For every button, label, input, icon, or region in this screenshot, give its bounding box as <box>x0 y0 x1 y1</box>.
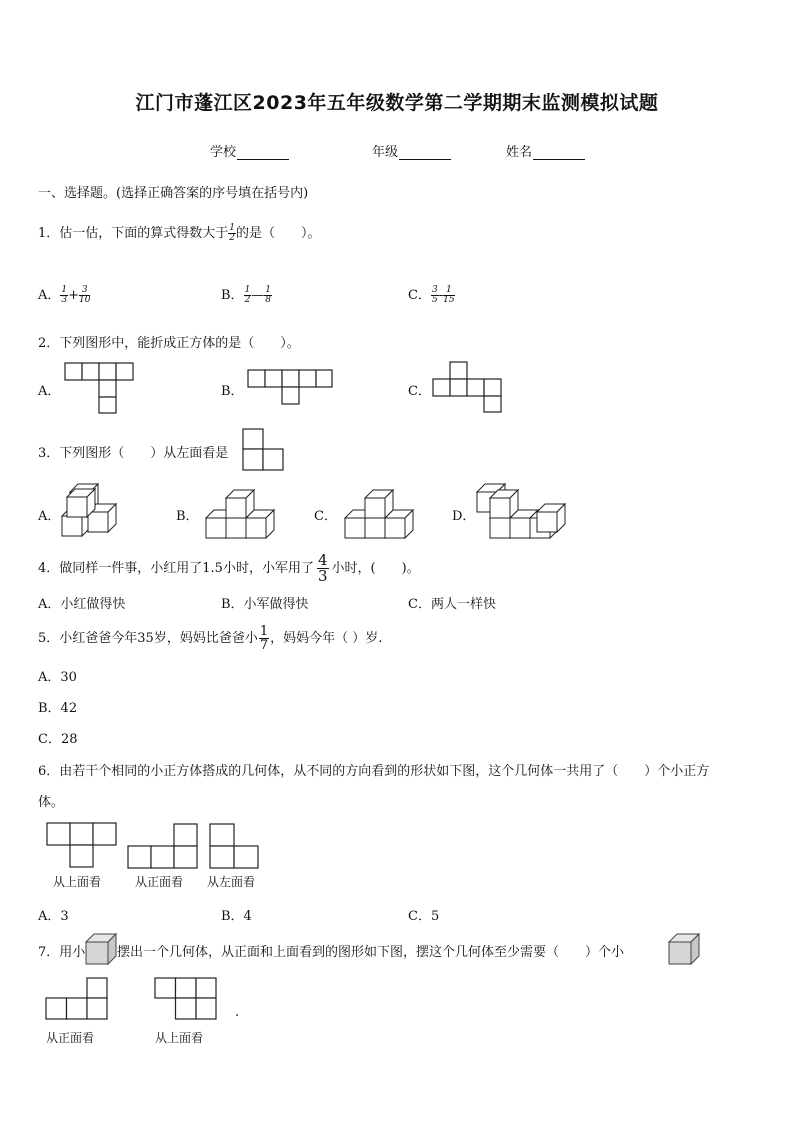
q6-caption-left: 从左面看 <box>207 875 256 889</box>
q3-solid-figures <box>0 0 794 560</box>
name-label: 姓名 <box>506 145 533 160</box>
q5-option-c[interactable]: C．28 <box>38 732 78 747</box>
q4-fraction: $\frac{4}{3}$ <box>317 551 328 585</box>
q6-caption-front: 从正面看 <box>135 875 184 889</box>
grade-label: 年级 <box>372 145 399 160</box>
q6-option-c[interactable]: C．5 <box>408 909 440 924</box>
q3c-cube-top <box>365 490 393 518</box>
q7-top-view <box>155 978 219 1024</box>
q3d-cube-top <box>490 490 518 518</box>
q5-option-b[interactable]: B．42 <box>38 701 78 716</box>
q6-front-view <box>128 824 200 872</box>
q4-stem: 4．做同样一件事，小红用了1.5小时，小军用了 $\frac{4}{3}$ 小时，( )。 <box>38 551 420 585</box>
q7-trailing-dot: . <box>235 1005 240 1020</box>
q6-option-a[interactable]: A．3 <box>38 909 69 924</box>
q7-front-view <box>46 978 110 1024</box>
q3b-cube-top <box>226 490 254 518</box>
q6-stem-line2: 体。 <box>38 795 65 810</box>
q2-stem: 2．下列图形中，能折成正方体的是（ ）。 <box>38 336 300 351</box>
q1-stem: 1．估一估，下面的算式得数大于 $\frac{1}{2}$ 的是（ ）。 <box>38 223 321 243</box>
q3d-cube-right-back <box>537 504 565 532</box>
q6-left-view <box>210 824 262 872</box>
q6-top-view <box>47 823 119 871</box>
q3-label-a[interactable]: A． <box>38 509 61 524</box>
q1-option-c[interactable]: C． $\frac{3}{5}$ - $\frac{1}{15}$ <box>408 285 455 305</box>
q2-label-a[interactable]: A． <box>38 384 61 399</box>
q5-stem: 5．小红爸爸今年35岁，妈妈比爸爸小 $\frac{1}{7}$ ，妈妈今年（ ）岁. <box>38 624 383 653</box>
q4-option-c[interactable]: C．两人一样快 <box>408 597 496 612</box>
q2-label-c[interactable]: C． <box>408 384 431 399</box>
q4-option-b[interactable]: B．小军做得快 <box>221 597 309 612</box>
q5-fraction: $\frac{1}{7}$ <box>259 624 269 653</box>
q6-option-b[interactable]: B．4 <box>221 909 252 924</box>
q6-stem-line1: 6．由若干个相同的小正方体搭成的几何体，从不同的方向看到的形状如下图，这个几何体一共用了（ ）个小正方 <box>38 764 710 779</box>
q2-label-b[interactable]: B． <box>221 384 244 399</box>
q1-option-a[interactable]: A． $\frac{1}{3}$ + $\frac{3}{10}$ <box>38 285 91 305</box>
q7-caption-top: 从上面看 <box>155 1031 204 1045</box>
small-cube-icon <box>86 934 120 966</box>
q1-option-b[interactable]: B． $\frac{1}{2}$ — $\frac{1}{8}$ <box>221 285 272 305</box>
q3-stem: 3．下列图形（ ）从左面看是 <box>38 446 229 461</box>
q4-option-a[interactable]: A．小红做得快 <box>38 597 126 612</box>
small-cube-icon-2 <box>669 934 703 966</box>
q6-caption-top: 从上面看 <box>53 875 102 889</box>
q7-caption-front: 从正面看 <box>46 1031 95 1045</box>
page-title: 江门市蓬江区2023年五年级数学第二学期期末监测模拟试题 <box>135 92 659 114</box>
q1-stem-fraction: $\frac{1}{2}$ <box>229 223 236 243</box>
school-label: 学校 <box>210 145 237 160</box>
q5-option-a[interactable]: A．30 <box>38 670 77 685</box>
q3-label-d[interactable]: D． <box>452 509 476 524</box>
section-heading: 一、选择题。(选择正确答案的序号填在括号内) <box>38 186 309 201</box>
q7-stem-b: 摆出一个几何体，从正面和上面看到的图形如下图，摆这个几何体至少需要（ ）个小 <box>117 945 625 960</box>
q3-label-b[interactable]: B． <box>176 509 199 524</box>
q7-stem-a: 7．用小 <box>38 945 86 960</box>
q3a-cube-top <box>67 489 95 517</box>
q3-label-c[interactable]: C． <box>314 509 337 524</box>
